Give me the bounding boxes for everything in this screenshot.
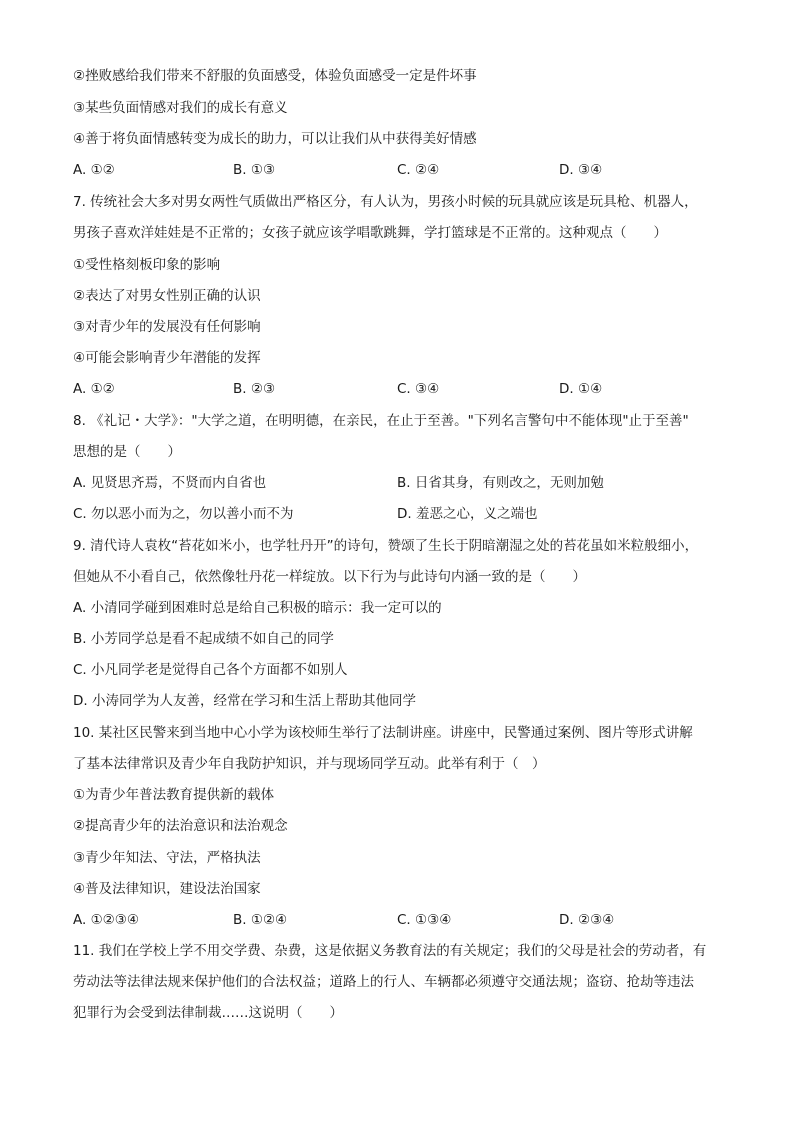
q10-option-a: A. ①②③④ (73, 912, 139, 928)
q8-option-b: B. 日省其身，有则改之，无则加勉 (397, 475, 604, 491)
q11-stem-line-3: 犯罪行为会受到法律制裁……这说明（ ） (73, 1005, 343, 1021)
q10-stem-line-1: 10. 某社区民警来到当地中心小学为该校师生举行了法制讲座。讲座中，民警通过案例、图片等形式讲解 (73, 725, 693, 741)
q6-statement-3: ③某些负面情感对我们的成长有意义 (73, 100, 288, 116)
q6-option-a: A. ①② (73, 162, 115, 178)
q7-statement-1: ①受性格刻板印象的影响 (73, 257, 221, 273)
q9-stem-line-1: 9. 清代诗人袁枚“苔花如米小，也学牡丹开”的诗句，赞颂了生长于阴暗潮湿之处的苔花虽如米粒般细小， (73, 538, 699, 554)
q11-stem-line-1: 11. 我们在学校上学不用交学费、杂费，这是依据义务教育法的有关规定；我们的父母是社会的劳动者，有 (73, 943, 707, 959)
q9-option-c: C. 小凡同学老是觉得自己各个方面都不如别人 (73, 662, 348, 678)
q6-option-c: C. ②④ (397, 162, 440, 178)
q6-statement-2: ②挫败感给我们带来不舒服的负面感受，体验负面感受一定是件坏事 (73, 68, 477, 84)
q9-option-a: A. 小清同学碰到困难时总是给自己积极的暗示：我一定可以的 (73, 600, 442, 616)
q10-stem-line-2: 了基本法律常识及青少年自我防护知识，并与现场同学互动。此举有利于（ ） (73, 756, 546, 772)
q10-option-c: C. ①③④ (397, 912, 452, 928)
q8-stem-line-2: 思想的是（ ） (73, 444, 181, 460)
q9-option-b: B. 小芳同学总是看不起成绩不如自己的同学 (73, 631, 334, 647)
q8-stem-line-1: 8. 《礼记・大学》："大学之道，在明明德，在亲民，在止于至善。"下列名言警句中不能体现"止于至善" (73, 413, 689, 429)
q10-statement-4: ④普及法律知识，建设法治国家 (73, 881, 261, 897)
q10-statement-1: ①为青少年普法教育提供新的载体 (73, 787, 275, 803)
q11-stem-line-2: 劳动法等法律法规来保护他们的合法权益；道路上的行人、车辆都必须遵守交通法规；盗窃、抢劫等违法 (73, 974, 694, 990)
q8-option-c: C. 勿以恶小而为之，勿以善小而不为 (73, 506, 294, 522)
q7-option-d: D. ①④ (559, 381, 603, 397)
q7-stem-line-1: 7. 传统社会大多对男女两性气质做出严格区分，有人认为，男孩小时候的玩具就应该是玩具枪、机器人， (73, 194, 698, 210)
q7-option-b: B. ②③ (233, 381, 276, 397)
q10-statement-2: ②提高青少年的法治意识和法治观念 (73, 818, 288, 834)
q10-statement-3: ③青少年知法、守法，严格执法 (73, 850, 261, 866)
q9-option-d: D. 小涛同学为人友善，经常在学习和生活上帮助其他同学 (73, 693, 416, 709)
q10-option-d: D. ②③④ (559, 912, 615, 928)
q7-statement-4: ④可能会影响青少年潜能的发挥 (73, 350, 261, 366)
q7-option-a: A. ①② (73, 381, 115, 397)
q6-option-b: B. ①③ (233, 162, 276, 178)
q8-option-d: D. 羞恶之心，义之端也 (397, 506, 538, 522)
q7-stem-line-2: 男孩子喜欢洋娃娃是不正常的；女孩子就应该学唱歌跳舞，学打篮球是不正常的。这种观点（ ） (73, 225, 667, 241)
q6-option-d: D. ③④ (559, 162, 603, 178)
q9-stem-line-2: 但她从不小看自己，依然像牡丹花一样绽放。以下行为与此诗句内涵一致的是（ ） (73, 569, 586, 585)
q6-statement-4: ④善于将负面情感转变为成长的助力，可以让我们从中获得美好情感 (73, 131, 477, 147)
q7-statement-2: ②表达了对男女性别正确的认识 (73, 288, 261, 304)
q7-statement-3: ③对青少年的发展没有任何影响 (73, 319, 261, 335)
q10-option-b: B. ①②④ (233, 912, 288, 928)
q8-option-a: A. 见贤思齐焉，不贤而内自省也 (73, 475, 267, 491)
q7-option-c: C. ③④ (397, 381, 440, 397)
